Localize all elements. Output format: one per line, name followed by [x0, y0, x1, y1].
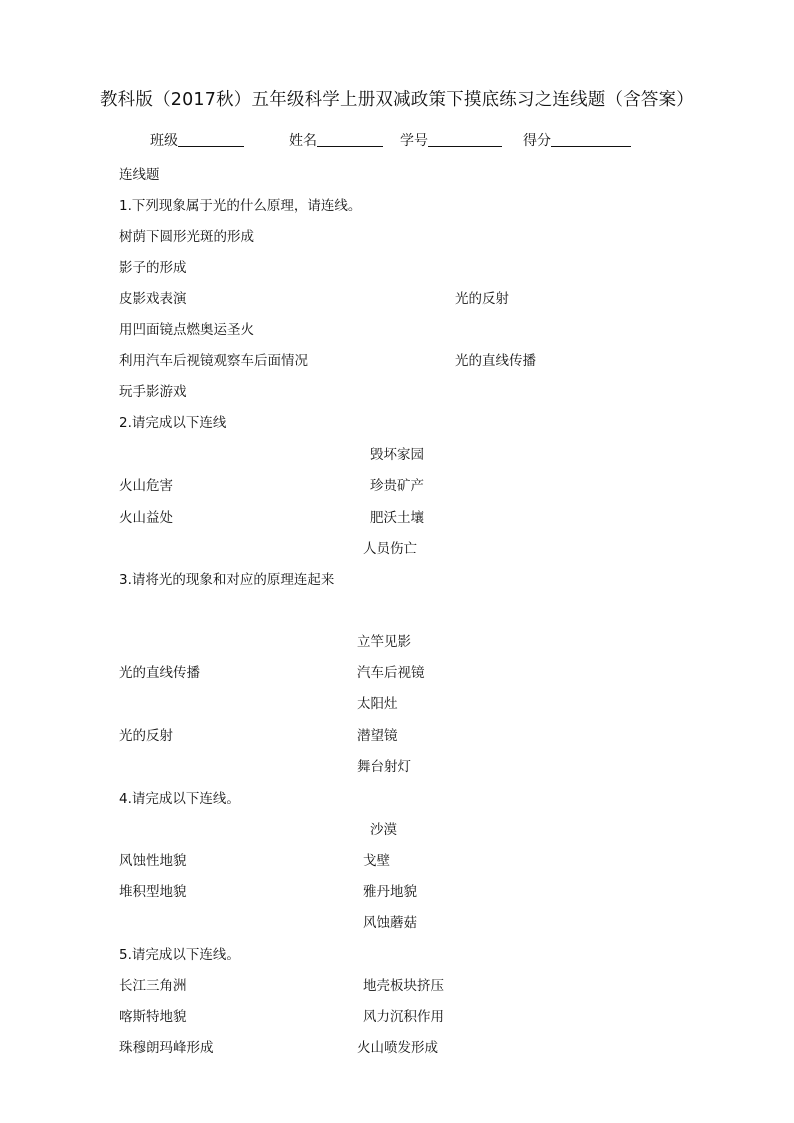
q2-right-item: 肥沃土壤 — [370, 510, 424, 526]
q3-question: 3.请将光的现象和对应的原理连起来 — [119, 572, 335, 588]
q3-left-item: 光的直线传播 — [119, 665, 200, 681]
q1-left-item: 利用汽车后视镜观察车后面情况 — [119, 353, 308, 369]
q3-right-item: 汽车后视镜 — [357, 665, 425, 681]
q3-right-item: 立竿见影 — [357, 634, 411, 650]
q4-right-item: 沙漠 — [370, 822, 397, 838]
q1-left-item: 影子的形成 — [119, 260, 187, 276]
q4-right-item: 风蚀蘑菇 — [363, 915, 417, 931]
q5-left-item: 长江三角洲 — [119, 978, 187, 994]
q5-right-item: 地壳板块挤压 — [363, 978, 444, 994]
name-label: 姓名 — [289, 133, 317, 149]
score-field[interactable] — [523, 130, 631, 150]
q3-right-item: 舞台射灯 — [357, 759, 411, 775]
q1-left-item: 皮影戏表演 — [119, 291, 187, 307]
q2-left-item: 火山益处 — [119, 510, 173, 526]
section-label: 连线题 — [119, 167, 160, 183]
q1-right-item: 光的直线传播 — [455, 353, 536, 369]
name-blank[interactable] — [317, 132, 383, 147]
class-blank[interactable] — [178, 132, 244, 147]
q5-left-item: 珠穆朗玛峰形成 — [119, 1040, 214, 1056]
name-field[interactable] — [289, 130, 383, 150]
q4-right-item: 戈壁 — [363, 853, 390, 869]
q1-left-item: 玩手影游戏 — [119, 384, 187, 400]
q2-question: 2.请完成以下连线 — [119, 415, 227, 431]
q1-left-item: 树荫下圆形光斑的形成 — [119, 229, 254, 245]
q2-right-item: 珍贵矿产 — [370, 478, 424, 494]
q5-right-item: 风力沉积作用 — [363, 1009, 444, 1025]
q4-question: 4.请完成以下连线。 — [119, 791, 240, 807]
score-label: 得分 — [523, 133, 551, 149]
class-label: 班级 — [150, 133, 178, 149]
q3-right-item: 潜望镜 — [357, 728, 398, 744]
q4-left-item: 风蚀性地貌 — [119, 853, 187, 869]
q2-right-item: 人员伤亡 — [363, 541, 417, 557]
number-field[interactable] — [400, 130, 502, 150]
q4-right-item: 雅丹地貌 — [363, 884, 417, 900]
q5-left-item: 喀斯特地貌 — [119, 1009, 187, 1025]
document-title: 教科版（2017秋）五年级科学上册双减政策下摸底练习之连线题（含答案） — [99, 90, 695, 110]
q1-left-item: 用凹面镜点燃奥运圣火 — [119, 322, 254, 338]
score-blank[interactable] — [551, 132, 631, 147]
q2-left-item: 火山危害 — [119, 478, 173, 494]
q1-question: 1.下列现象属于光的什么原理，请连线。 — [119, 198, 362, 214]
number-label: 学号 — [400, 133, 428, 149]
q3-right-item: 太阳灶 — [357, 696, 398, 712]
class-field[interactable] — [150, 130, 244, 150]
q4-left-item: 堆积型地貌 — [119, 884, 187, 900]
q2-right-item: 毁坏家园 — [370, 447, 424, 463]
q5-right-item: 火山喷发形成 — [357, 1040, 438, 1056]
q5-question: 5.请完成以下连线。 — [119, 947, 240, 963]
q1-right-item: 光的反射 — [455, 291, 509, 307]
q3-left-item: 光的反射 — [119, 728, 173, 744]
number-blank[interactable] — [428, 132, 502, 147]
